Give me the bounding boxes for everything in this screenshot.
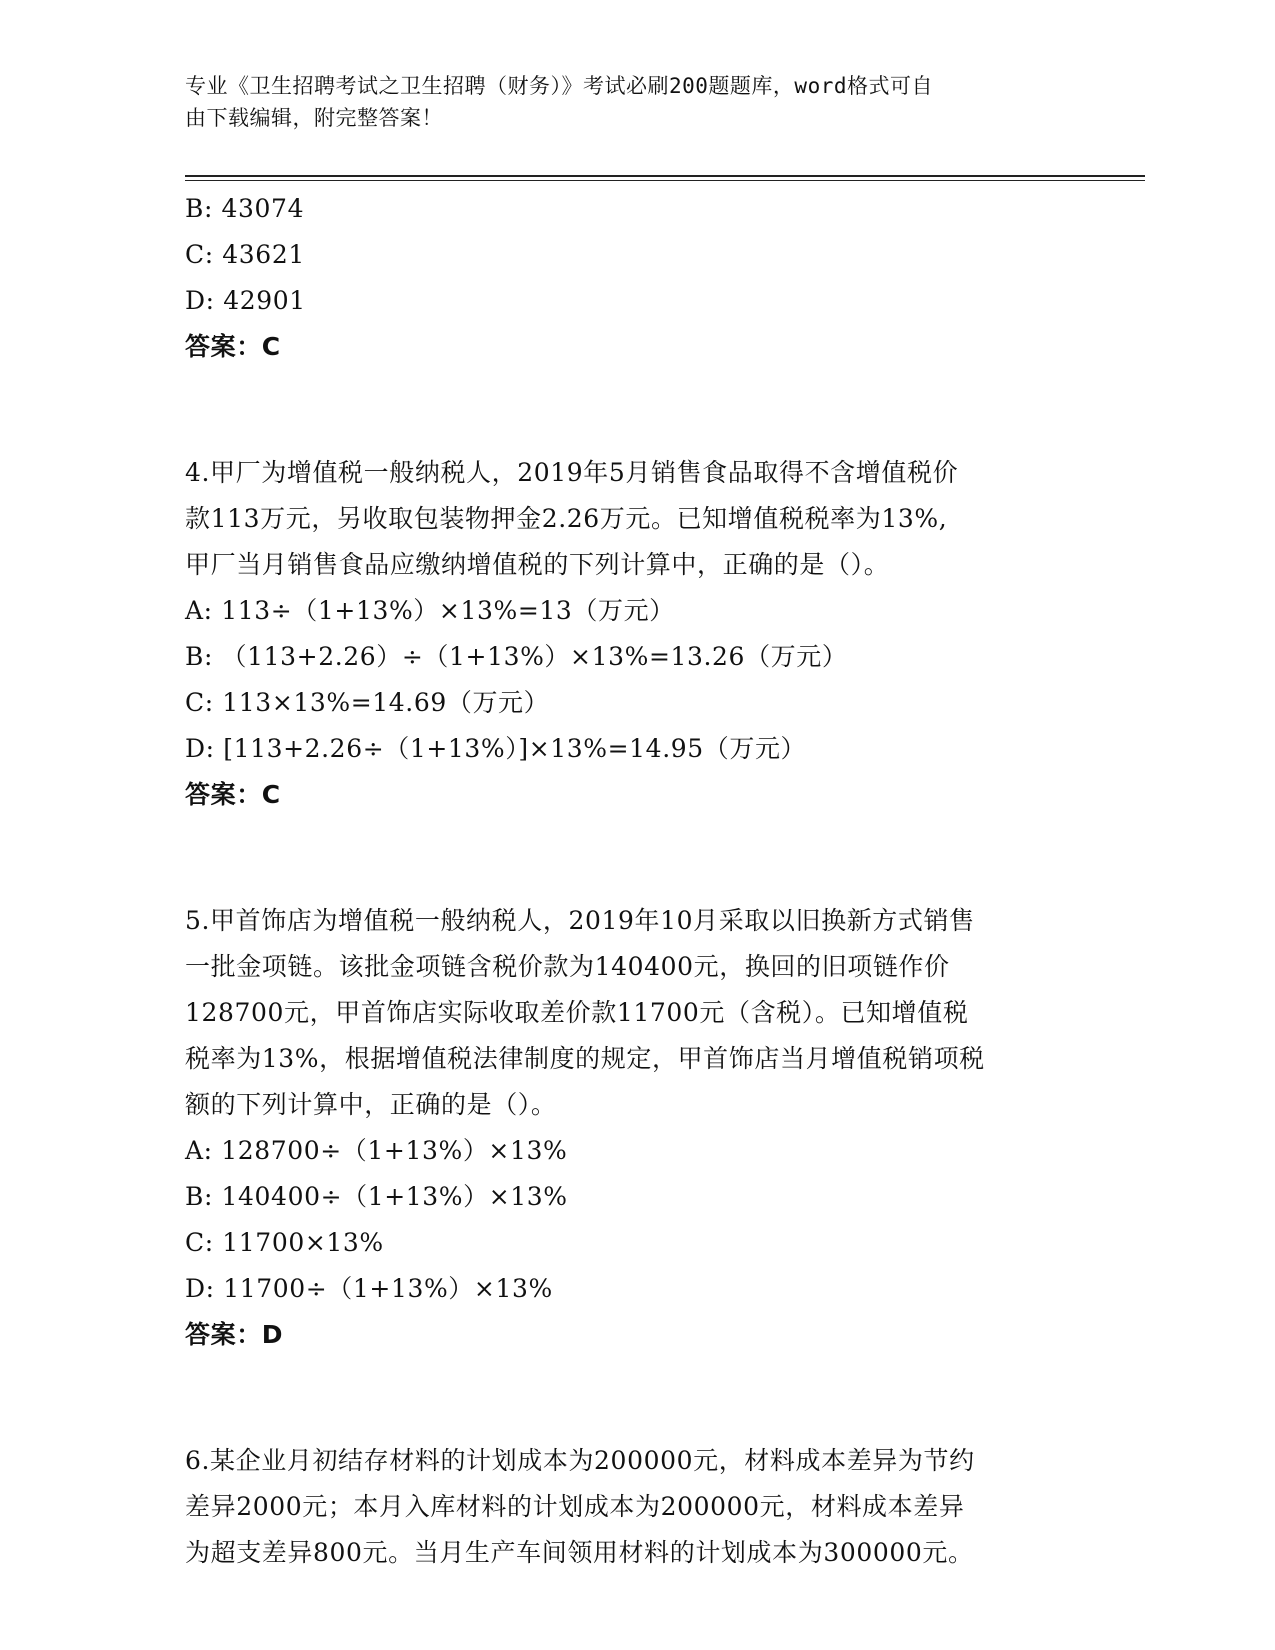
answer-line: 答案：C xyxy=(185,780,281,809)
option-a: A: 128700÷（1+13%）×13% xyxy=(185,1136,568,1165)
question-text-line: 差异2000元；本月入库材料的计划成本为200000元，材料成本差异 xyxy=(185,1492,965,1521)
spacer xyxy=(185,1358,1085,1438)
option-b: B: （113+2.26）÷（1+13%）×13%=13.26（万元） xyxy=(185,642,848,671)
page-header xyxy=(185,70,1065,134)
question-text-line: 128700元，甲首饰店实际收取差价款11700元（含税）。已知增值税 xyxy=(185,998,969,1027)
question-5 xyxy=(185,898,1085,1358)
question-text-line: 款113万元，另收取包装物押金2.26万元。已知增值税税率为13%, xyxy=(185,504,948,533)
question-6 xyxy=(185,1438,1085,1576)
option-b: B: 43074 xyxy=(185,194,305,223)
answer-line: 答案：D xyxy=(185,1320,284,1349)
option-c: C: 43621 xyxy=(185,240,305,269)
question-text-line: 一批金项链。该批金项链含税价款为140400元，换回的旧项链作价 xyxy=(185,952,950,981)
question-text-line: 6.某企业月初结存材料的计划成本为200000元，材料成本差异为节约 xyxy=(185,1446,975,1475)
question-text-line: 为超支差异800元。当月生产车间领用材料的计划成本为300000元。 xyxy=(185,1538,974,1567)
spacer xyxy=(185,370,1085,450)
header-divider-thick xyxy=(185,175,1145,177)
question-3-tail xyxy=(185,186,1085,370)
spacer xyxy=(185,818,1085,898)
page-content xyxy=(185,186,1085,1576)
header-line-1: 专业《卫生招聘考试之卫生招聘（财务）》考试必刷200题题库，word格式可自 xyxy=(185,74,933,98)
question-text-line: 额的下列计算中，正确的是（）。 xyxy=(185,1090,557,1119)
option-a: A: 113÷（1+13%）×13%=13（万元） xyxy=(185,596,675,625)
question-text-line: 5.甲首饰店为增值税一般纳税人，2019年10月采取以旧换新方式销售 xyxy=(185,906,975,935)
question-text-line: 税率为13%，根据增值税法律制度的规定，甲首饰店当月增值税销项税 xyxy=(185,1044,985,1073)
option-d: D: 11700÷（1+13%）×13% xyxy=(185,1274,553,1303)
option-c: C: 113×13%=14.69（万元） xyxy=(185,688,550,717)
header-line-2: 由下载编辑，附完整答案！ xyxy=(185,106,443,130)
option-c: C: 11700×13% xyxy=(185,1228,384,1257)
option-d: D: 42901 xyxy=(185,286,306,315)
answer-line: 答案：C xyxy=(185,332,281,361)
question-text-line: 4.甲厂为增值税一般纳税人，2019年5月销售食品取得不含增值税价 xyxy=(185,458,959,487)
option-d: D: [113+2.26÷（1+13%）]×13%=14.95（万元） xyxy=(185,734,807,763)
question-text-line: 甲厂当月销售食品应缴纳增值税的下列计算中，正确的是（）。 xyxy=(185,550,890,579)
question-4 xyxy=(185,450,1085,818)
header-divider-thin xyxy=(185,180,1145,181)
option-b: B: 140400÷（1+13%）×13% xyxy=(185,1182,568,1211)
